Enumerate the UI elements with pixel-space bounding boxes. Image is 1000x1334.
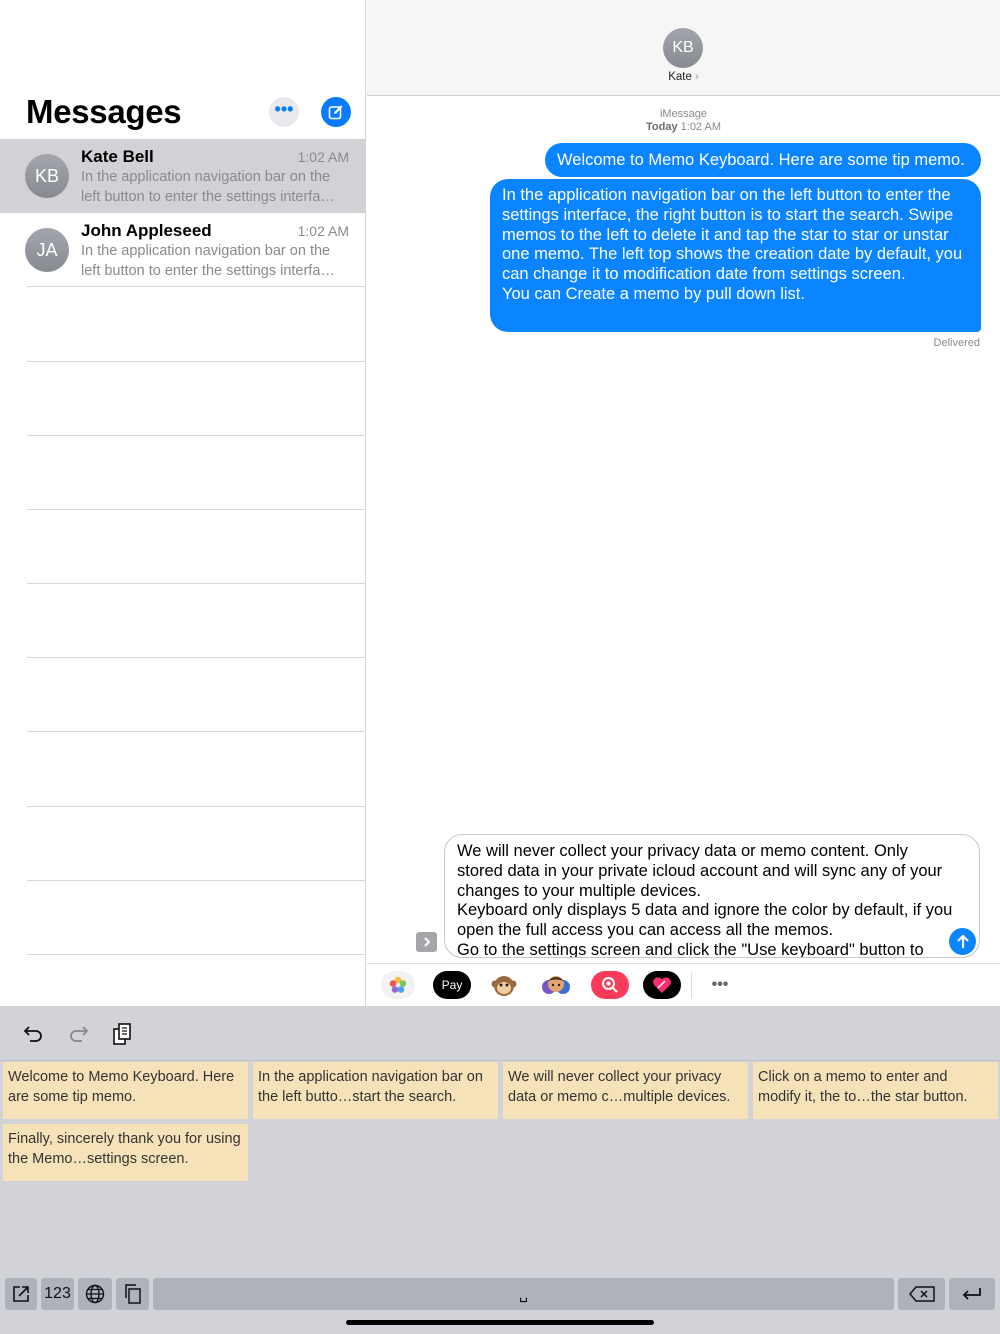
contact-avatar[interactable]: KB [663, 28, 703, 68]
undo-button[interactable] [20, 1020, 48, 1048]
delete-backward-icon [908, 1285, 936, 1303]
paste-button[interactable] [108, 1020, 136, 1048]
service-label [367, 108, 1000, 120]
contact-name: Kate [668, 71, 692, 83]
redo-button[interactable] [64, 1020, 92, 1048]
avatar: JA [25, 228, 69, 272]
list-divider [27, 954, 366, 955]
service-name: iMessage [659, 108, 708, 120]
memo-keyboard [0, 1006, 1000, 1334]
expand-apps-button[interactable] [416, 932, 437, 952]
list-divider [27, 806, 366, 807]
list-divider [27, 435, 366, 436]
message-bubble[interactable]: In the application navigation bar on the left button to enter the settings interface, the right button is to start the search. Swipe memos to the left to delete it and tap the star to star or unstar one memo. The left top shows the creation date by default, you can change it to modification date from settings screen. You can Create a memo by pull down list. [490, 179, 981, 332]
globe-icon [85, 1284, 105, 1304]
message-input[interactable] [444, 834, 980, 958]
apple-pay-label: Pay [441, 978, 463, 992]
conversation-preview: In the application navigation bar on the left button to enter the settings interfa… [81, 169, 335, 205]
conversation-time: 1:02 AM [297, 149, 349, 165]
list-divider [27, 361, 366, 362]
home-indicator[interactable] [346, 1320, 654, 1325]
conversation-preview: In the application navigation bar on the left button to enter the settings interfa… [81, 243, 335, 279]
date-time: 1:02 AM [680, 121, 721, 133]
digital-touch-icon[interactable] [643, 971, 681, 999]
date-label: Today [646, 121, 678, 133]
list-divider [27, 880, 366, 881]
timestamp-label [367, 121, 1000, 133]
arrow-up-icon [956, 934, 970, 949]
compose-button[interactable] [321, 97, 351, 127]
conversation-name: John Appleseed [81, 221, 212, 240]
conversation-time: 1:02 AM [297, 223, 349, 239]
memo-card[interactable]: Welcome to Memo Keyboard. Here are some tip memo. [3, 1062, 248, 1119]
animoji-icon[interactable] [487, 971, 521, 999]
list-divider [27, 286, 366, 287]
memo-card[interactable]: We will never collect your privacy data or memo c…multiple devices. [503, 1062, 748, 1119]
conversation-item-john-appleseed[interactable] [0, 213, 366, 287]
numbers-key[interactable]: 123 [41, 1278, 74, 1310]
globe-key[interactable] [78, 1278, 112, 1310]
list-divider [27, 657, 366, 658]
avatar: KB [25, 154, 69, 198]
space-key[interactable]: ␣ [153, 1278, 894, 1310]
copy-icon [124, 1284, 142, 1304]
page-title: Messages [26, 93, 182, 130]
chevron-right-icon: › [694, 71, 699, 83]
compose-icon [328, 104, 344, 120]
keyboard-toolbar [0, 1006, 1000, 1061]
list-divider [27, 509, 366, 510]
conversation-name: Kate Bell [81, 147, 154, 166]
memo-card[interactable]: Finally, sincerely thank you for using the Memo…settings screen. [3, 1124, 248, 1181]
apple-pay-icon[interactable] [433, 971, 471, 999]
return-icon [961, 1286, 983, 1302]
list-divider [27, 731, 366, 732]
photos-icon[interactable] [381, 971, 415, 999]
message-bubble[interactable]: Welcome to Memo Keyboard. Here are some tip memo. [545, 143, 981, 177]
list-divider [27, 583, 366, 584]
open-external-icon [12, 1285, 30, 1303]
more-apps-icon[interactable] [703, 971, 737, 999]
conversation-item-kate-bell[interactable] [0, 139, 366, 213]
memo-card[interactable]: In the application navigation bar on the left butto…start the search. [253, 1062, 498, 1119]
images-search-icon[interactable] [591, 971, 629, 999]
memo-card[interactable]: Click on a memo to enter and modify it, the to…the star button. [753, 1062, 998, 1119]
app-strip-divider [691, 972, 692, 998]
app-drawer [367, 963, 1000, 1006]
contact-name-button[interactable] [367, 71, 1000, 83]
chevron-right-icon [422, 936, 432, 948]
keyboard-bottom-row [0, 1278, 1000, 1312]
more-apps-label: ••• [711, 976, 729, 993]
more-options-button[interactable] [269, 97, 299, 127]
undo-icon [23, 1024, 45, 1044]
delete-key[interactable] [898, 1278, 945, 1310]
ellipsis-icon: ••• [274, 99, 294, 119]
copy-key[interactable] [116, 1278, 149, 1310]
chat-header [367, 0, 1000, 96]
message-input-text: We will never collect your privacy data or memo content. Only stored data in your private icloud account and will sync any of your changes to your multiple devices. Keyboard only displays 5 data and ignore the color by default, if you open the full access you can access all the memos. Go to the settings screen and click the "Use keyboard" button to [457, 842, 953, 958]
open-app-key[interactable] [5, 1278, 37, 1310]
return-key[interactable] [949, 1278, 995, 1310]
memoji-icon[interactable] [539, 971, 573, 999]
send-button[interactable] [949, 928, 976, 955]
conversation-list-pane [0, 0, 366, 1006]
redo-icon [67, 1024, 89, 1044]
paste-icon [111, 1022, 133, 1046]
delivered-status: Delivered [933, 337, 980, 349]
